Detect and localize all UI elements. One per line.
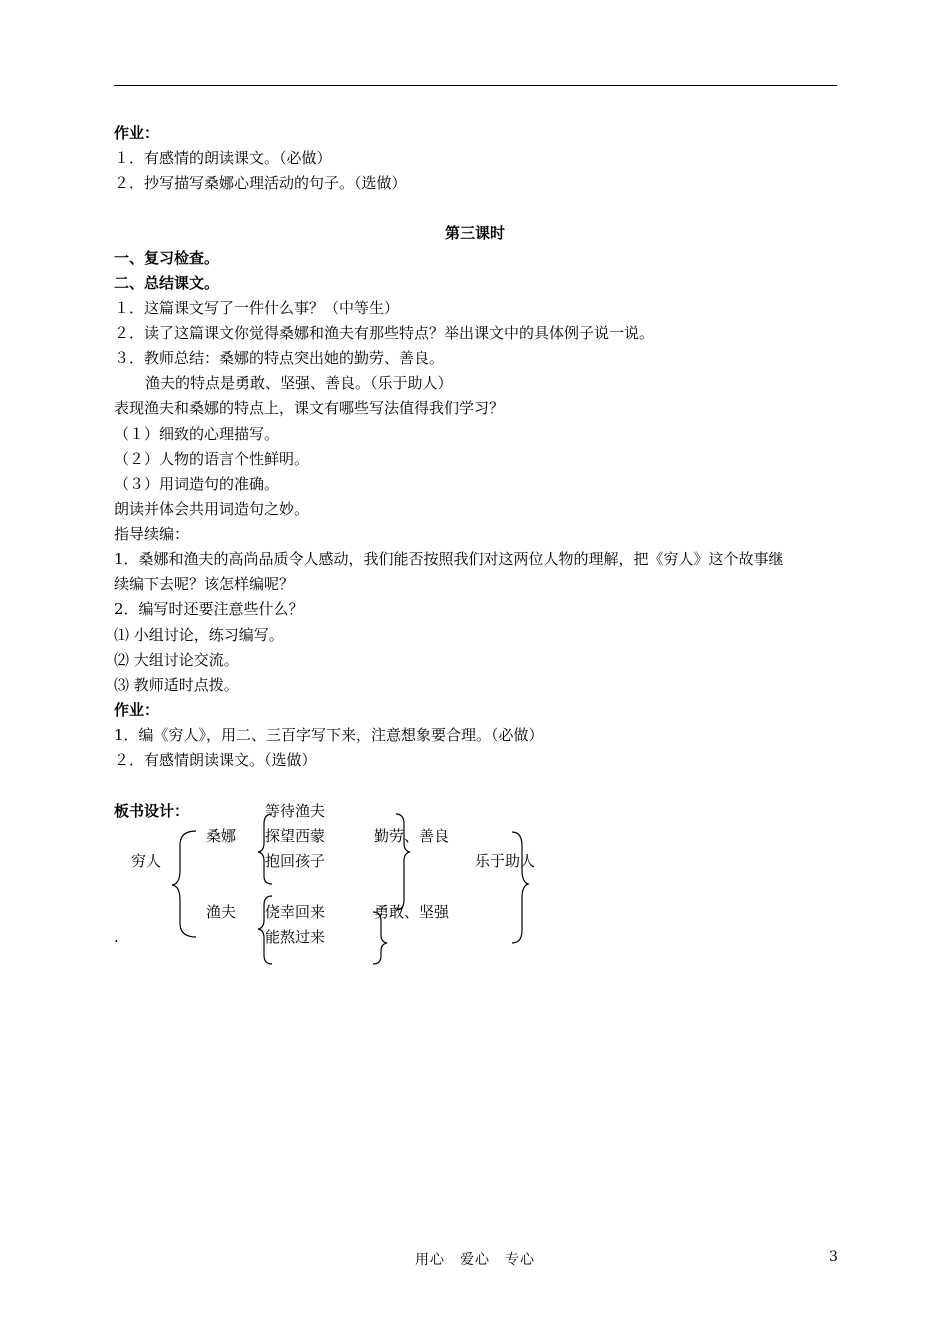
board-yufu-traits: 勇敢、坚强 bbox=[374, 903, 450, 921]
board-yufu-action: 侥幸回来 bbox=[265, 903, 326, 921]
board-yufu-action: 能熬过来 bbox=[265, 928, 326, 946]
lesson-title: 第三课时 bbox=[444, 224, 505, 242]
board-dot: . bbox=[114, 928, 119, 946]
guide-item: 1．桑娜和渔夫的高尚品质令人感动，我们能否按照我们对这两位人物的理解，把《穷人》这个故事继 bbox=[114, 550, 784, 568]
homework-item: 1．编《穷人》，用二、三百字写下来，注意想象要合理。（必做） bbox=[114, 726, 544, 744]
homework-item: １．有感情的朗读课文。（必做） bbox=[114, 149, 332, 167]
method-item: （１）细致的心理描写。 bbox=[114, 425, 280, 443]
board-root: 穷人 bbox=[131, 852, 162, 870]
summary-item: ３．教师总结：桑娜的特点突出她的勤劳、善良。 bbox=[114, 349, 445, 367]
read-aloud-text: 朗读并体会共用词造句之妙。 bbox=[114, 500, 310, 518]
sangna-actions-brace bbox=[258, 814, 272, 884]
method-item: （２）人物的语言个性鲜明。 bbox=[114, 450, 310, 468]
section-heading: 一、复习检查。 bbox=[114, 249, 220, 267]
question-text: 表现渔夫和桑娜的特点上，课文有哪些写法值得我们学习？ bbox=[114, 399, 505, 417]
guide-sub-item: ⑴ 小组讨论，练习编写。 bbox=[114, 626, 284, 644]
homework-heading: 作业： bbox=[114, 701, 160, 719]
homework-item: ２．抄写描写桑娜心理活动的句子。（选做） bbox=[114, 174, 407, 192]
homework-item: ２．有感情朗读课文。（选做） bbox=[114, 751, 317, 769]
guide-heading: 指导续编： bbox=[114, 525, 190, 543]
guide-sub-item: ⑵ 大组讨论交流。 bbox=[114, 651, 239, 669]
board-heading: 板书设计： bbox=[114, 802, 190, 820]
board-yufu: 渔夫 bbox=[206, 903, 237, 921]
guide-item-continuation: 续编下去呢？该怎样编呢？ bbox=[114, 575, 295, 593]
traits-right-brace bbox=[512, 832, 528, 943]
board-sangna-action: 探望西蒙 bbox=[265, 827, 326, 845]
homework-heading: 作业： bbox=[114, 124, 160, 142]
board-sangna-traits: 勤劳、善良 bbox=[374, 827, 450, 845]
board-sangna: 桑娜 bbox=[206, 827, 237, 845]
summary-item: ２．读了这篇课文你觉得桑娜和渔夫有那些特点？举出课文中的具体例子说一说。 bbox=[114, 324, 655, 342]
summary-item: １．这篇课文写了一件什么事？（中等生） bbox=[114, 299, 400, 317]
board-sangna-action: 等待渔夫 bbox=[265, 802, 326, 820]
board-common-trait: 乐于助人 bbox=[475, 852, 536, 870]
summary-item-continuation: 渔夫的特点是勇敢、坚强、善良。（乐于助人） bbox=[145, 374, 453, 392]
main-left-brace bbox=[172, 831, 196, 937]
section-heading: 二、总结课文。 bbox=[114, 274, 220, 292]
page-number: 3 bbox=[829, 1249, 838, 1265]
board-sangna-action: 抱回孩子 bbox=[265, 852, 326, 870]
guide-item: 2．编写时还要注意些什么？ bbox=[114, 600, 304, 618]
footer-motto: 用心 爱心 专心 bbox=[415, 1252, 535, 1268]
guide-sub-item: ⑶ 教师适时点拨。 bbox=[114, 676, 239, 694]
method-item: （３）用词造句的准确。 bbox=[114, 475, 280, 493]
